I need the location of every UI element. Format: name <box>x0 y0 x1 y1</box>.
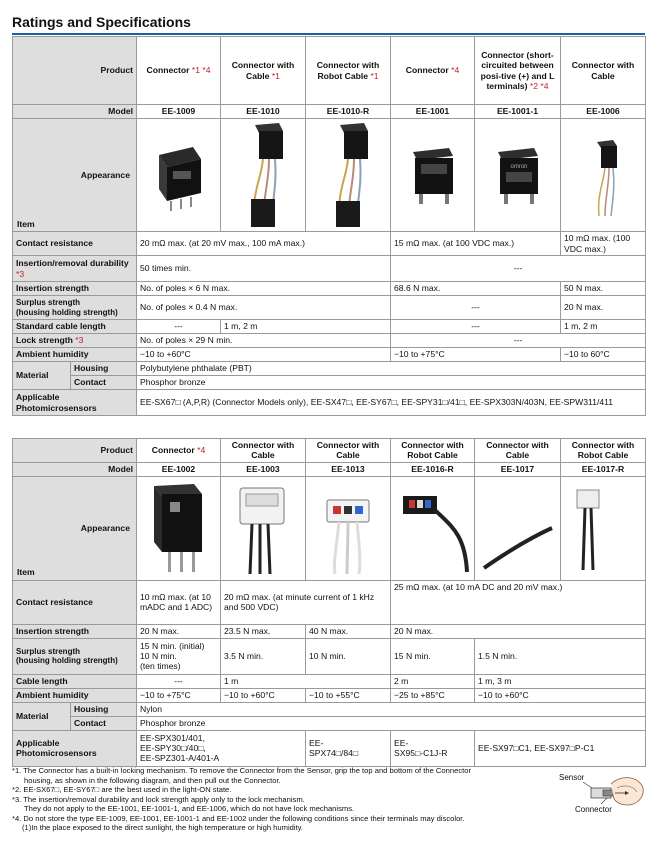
photo-ee1010 <box>221 119 306 232</box>
insertion-durability-label: Insertion/removal durability *3 <box>13 256 137 282</box>
product-ee1013: Connector with Cable <box>306 439 391 463</box>
t1-hum-c: −10 to 60°C <box>561 348 646 362</box>
t2-insertion-strength-row <box>13 624 646 638</box>
section-title: Ratings and Specifications <box>12 14 191 30</box>
model-ee1013: EE-1013 <box>306 462 391 476</box>
model-ee1017r: EE-1017-R <box>561 462 646 476</box>
t1-contact: Phosphor bronze <box>137 376 646 390</box>
contact-resistance-row <box>13 232 646 256</box>
model-ee1009: EE-1009 <box>137 105 221 119</box>
t2-sur-e: 1.5 N min. <box>475 638 646 674</box>
t1-hum-a: −10 to +60°C <box>137 348 391 362</box>
photo-ee1017r <box>561 476 646 580</box>
t1-hum-b: −10 to +75°C <box>391 348 561 362</box>
t1-dur-a: 50 times min. <box>137 256 391 282</box>
t2-app-a: EE-SPX301/401, EE-SPY30□/40□, EE-SPZ301-A/401-A <box>137 730 306 766</box>
surplus-strength-label: Surplus strength (housing holding strength) <box>13 296 137 320</box>
t2-app-b: EE- SPX74□/84□ <box>306 730 391 766</box>
t2-hum-e: −10 to +60°C <box>475 688 646 702</box>
model-ee1016r: EE-1016-R <box>391 462 475 476</box>
t2-applicable-label: Applicable Photomicrosensors <box>13 730 137 766</box>
t2-contact-resistance-row <box>13 580 646 624</box>
t2-appearance-label: Appearance <box>80 522 130 533</box>
t2-model-label: Model <box>13 462 137 476</box>
t2-hum-a: −10 to +75°C <box>137 688 221 702</box>
contact-label: Contact <box>71 376 137 390</box>
t2-sur-d: 15 N min. <box>391 638 475 674</box>
t1-cr-b: 15 mΩ max. (at 100 VDC max.) <box>391 232 561 256</box>
model-ee1010: EE-1010 <box>221 105 306 119</box>
note-1-cont: housing, as shown in the following diagram, and then pull out the Connector. <box>24 775 281 785</box>
t1-cr-c: 10 mΩ max. (100 VDC max.) <box>561 232 646 256</box>
photo-ee1001 <box>391 119 475 232</box>
photo-ee1006 <box>561 119 646 232</box>
t1-cbl-b: 1 m, 2 m <box>221 320 391 334</box>
t1-ins-b: 68.6 N max. <box>391 282 561 296</box>
product-ee1010r: Connector with Robot Cable *1 <box>306 37 391 105</box>
product-ee1003: Connector with Cable <box>221 439 306 463</box>
model-ee1006: EE-1006 <box>561 105 646 119</box>
t1-dur-b: --- <box>391 256 646 282</box>
photo-ee1009 <box>137 119 221 232</box>
title-rule <box>12 33 645 35</box>
model-ee1010r: EE-1010-R <box>306 105 391 119</box>
t2-cr-b: 20 mΩ max. (at minute current of 1 kHz and 500 VDC) <box>221 580 391 624</box>
t2-housing-row <box>13 702 646 716</box>
t2-cr-c: 25 mΩ max. (at 10 mA DC and 20 mV max.) <box>391 580 646 624</box>
t2-cbl-d: 1 m, 3 m <box>475 674 646 688</box>
t2-ins-c: 40 N max. <box>306 624 391 638</box>
photo-ee1010r <box>306 119 391 232</box>
t2-sur-a: 15 N min. (initial) 10 N min. (ten times) <box>137 638 221 674</box>
t2-product-row <box>13 439 646 463</box>
product-ee1001-1: Connector (short-circuited between posi-tive (+) and L terminals) *2 *4 <box>475 37 561 105</box>
product-ee1001: Connector *4 <box>391 37 475 105</box>
t2-contact: Phosphor bronze <box>137 716 646 730</box>
spec-table-1 <box>12 36 646 416</box>
t2-contact-resistance-label: Contact resistance <box>13 580 137 624</box>
t2-surplus-strength-row <box>13 638 646 674</box>
note-2: *2. EE-SX67□, EE-SY67□ are the best used in the light-ON state. <box>12 785 232 795</box>
t2-hum-c: −10 to +55°C <box>306 688 391 702</box>
product-label: Product <box>13 37 137 105</box>
model-label: Model <box>13 105 137 119</box>
model-ee1003: EE-1003 <box>221 462 306 476</box>
t2-item-label: Item <box>17 567 35 578</box>
product-ee1009: Connector *1 *4 <box>137 37 221 105</box>
t2-product-label: Product <box>13 439 137 463</box>
ambient-humidity-label: Ambient humidity <box>13 348 137 362</box>
t2-app-d: EE-SX97□C1, EE-SX97□P-C1 <box>475 730 646 766</box>
applicable-row <box>13 390 646 416</box>
t2-ins-b: 23.5 N max. <box>221 624 306 638</box>
t2-cbl-c: 2 m <box>391 674 475 688</box>
omron-label: omron <box>509 164 528 170</box>
t2-hum-b: −10 to +60°C <box>221 688 306 702</box>
ambient-humidity-row <box>13 348 646 362</box>
housing-row <box>13 362 646 376</box>
appearance-label-cell <box>13 119 137 232</box>
note-3-cont: They do not apply to the EE-1001, EE-1001-1, and EE-1006, which do not have lock mechanisms. <box>24 804 355 814</box>
t1-sur-c: 20 N max. <box>561 296 646 320</box>
t1-applicable: EE-SX67□ (A,P,R) (Connector Models only), EE-SX47□, EE-SY67□, EE-SPY31□/41□, EE-SPX303N/403N, EE-SPW311/411 <box>137 390 646 416</box>
t2-surplus-strength-label: Surplus strength (housing holding strength) <box>13 638 137 674</box>
product-ee1017r: Connector with Robot Cable <box>561 439 646 463</box>
appearance-row <box>13 119 646 232</box>
note-4: *4. Do not store the type EE-1009, EE-1001, EE-1001-1 and EE-1002 under the following conditions since their terminals may discolor. <box>12 813 465 823</box>
product-ee1010: Connector with Cable *1 <box>221 37 306 105</box>
t2-ins-d: 20 N max. <box>391 624 646 638</box>
insertion-strength-row <box>13 282 646 296</box>
photo-ee1003 <box>221 476 306 580</box>
photo-ee1016r <box>391 476 475 580</box>
t2-ambient-humidity-label: Ambient humidity <box>13 688 137 702</box>
t2-sur-b: 3.5 N min. <box>221 638 306 674</box>
photo-ee1013 <box>306 476 391 580</box>
photo-ee1002 <box>137 476 221 580</box>
t2-ins-a: 20 N max. <box>137 624 221 638</box>
contact-row <box>13 376 646 390</box>
insertion-strength-label: Insertion strength <box>13 282 137 296</box>
standard-cable-length-label: Standard cable length <box>13 320 137 334</box>
standard-cable-length-row <box>13 320 646 334</box>
applicable-label: Applicable Photomicrosensors <box>13 390 137 416</box>
model-row <box>13 105 646 119</box>
product-ee1017: Connector with Cable <box>475 439 561 463</box>
t2-cbl-b: 1 m <box>221 674 391 688</box>
footnotes <box>12 766 552 833</box>
diagram-sensor-label: Sensor <box>559 773 585 782</box>
model-ee1001: EE-1001 <box>391 105 475 119</box>
t1-ins-c: 50 N max. <box>561 282 646 296</box>
t1-housing: Polybutylene phthalate (PBT) <box>137 362 646 376</box>
insertion-durability-row <box>13 256 646 282</box>
t2-cable-length-row <box>13 674 646 688</box>
note-3: *3. The insertion/removal durability and lock strength apply only to the lock mechanism. <box>12 794 305 804</box>
t2-app-c: EE- SX95□-C1J-R <box>391 730 475 766</box>
t1-lock-a: No. of poles × 29 N min. <box>137 334 391 348</box>
t2-contact-row <box>13 716 646 730</box>
t1-cr-a: 20 mΩ max. (at 20 mV max., 100 mA max.) <box>137 232 391 256</box>
t2-contact-label: Contact <box>71 716 137 730</box>
spec-table-2 <box>12 438 646 767</box>
note-1: *1. The Connector has a built-in locking mechanism. To remove the Connector from the Sensor, grip the top and bottom of the Connector <box>12 766 471 775</box>
product-ee1006: Connector with Cable <box>561 37 646 105</box>
model-ee1002: EE-1002 <box>137 462 221 476</box>
product-row <box>13 37 646 105</box>
appearance-label: Appearance <box>80 169 130 180</box>
model-ee1001-1: EE-1001-1 <box>475 105 561 119</box>
t1-cbl-c: --- <box>391 320 561 334</box>
t2-hum-d: −25 to +85°C <box>391 688 475 702</box>
t1-sur-a: No. of poles × 0.4 N max. <box>137 296 391 320</box>
t2-material-label: Material <box>13 702 71 730</box>
t2-housing: Nylon <box>137 702 646 716</box>
t2-model-row <box>13 462 646 476</box>
t2-cr-a: 10 mΩ max. (at 10 mADC and 1 ADC) <box>137 580 221 624</box>
product-ee1016r: Connector with Robot Cable <box>391 439 475 463</box>
t2-cable-length-label: Cable length <box>13 674 137 688</box>
t2-applicable-row <box>13 730 646 766</box>
t2-ambient-humidity-row <box>13 688 646 702</box>
diagram-connector-label: Connector <box>575 805 612 814</box>
note-4-cont: (1)In the place exposed to the direct sunlight, the high temperature or high humidity. <box>22 823 303 833</box>
model-ee1017: EE-1017 <box>475 462 561 476</box>
lock-strength-label: Lock strength *3 <box>13 334 137 348</box>
photo-ee1017 <box>475 476 561 580</box>
t1-cbl-a: --- <box>137 320 221 334</box>
t2-appearance-row <box>13 476 646 580</box>
t1-lock-b: --- <box>391 334 646 348</box>
t1-ins-a: No. of poles × 6 N max. <box>137 282 391 296</box>
connector-removal-diagram <box>555 768 647 828</box>
t1-cbl-d: 1 m, 2 m <box>561 320 646 334</box>
t2-cbl-a: --- <box>137 674 221 688</box>
surplus-strength-row <box>13 296 646 320</box>
t2-housing-label: Housing <box>71 702 137 716</box>
photo-ee1001-1 <box>475 119 561 232</box>
housing-label: Housing <box>71 362 137 376</box>
t2-sur-c: 10 N min. <box>306 638 391 674</box>
t2-appearance-label-cell <box>13 476 137 580</box>
material-label: Material <box>13 362 71 390</box>
product-ee1002: Connector *4 <box>137 439 221 463</box>
t2-insertion-strength-label: Insertion strength <box>13 624 137 638</box>
t1-sur-b: --- <box>391 296 561 320</box>
lock-strength-row <box>13 334 646 348</box>
item-label: Item <box>17 218 35 229</box>
contact-resistance-label: Contact resistance <box>13 232 137 256</box>
